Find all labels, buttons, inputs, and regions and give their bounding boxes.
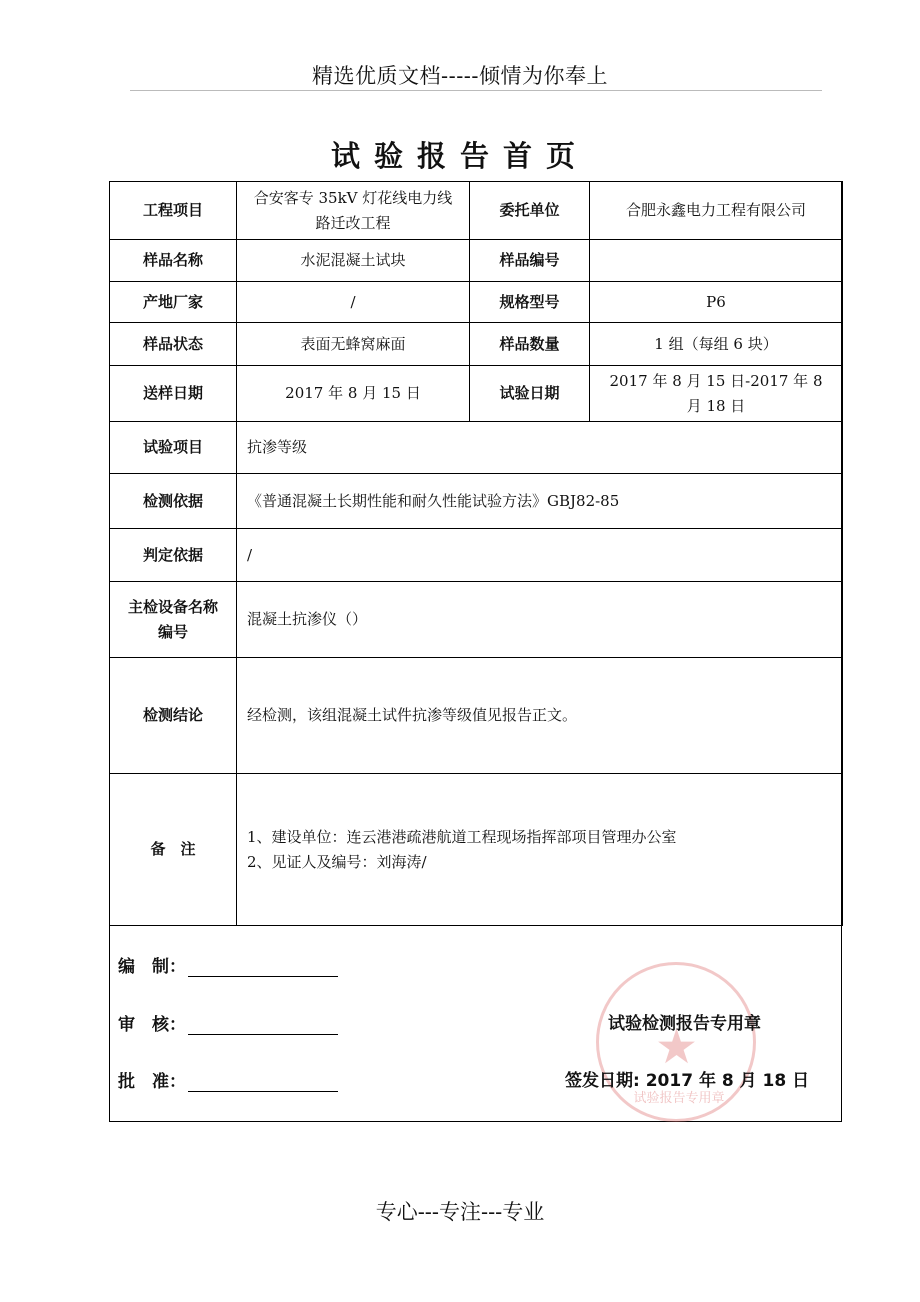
remark-line-1: 1、建设单位：连云港港疏港航道工程现场指挥部项目管理办公室 [247, 827, 677, 846]
value-project: 合安客专 35kV 灯花线电力线路迁改工程 [237, 182, 470, 240]
label-basis: 检测依据 [110, 474, 237, 529]
signature-compile-line [188, 958, 338, 977]
value-sample-name: 水泥混凝土试块 [237, 240, 470, 282]
signature-approve-label: 批 准： [118, 1072, 186, 1092]
value-judgement: / [237, 529, 843, 582]
official-seal [596, 962, 756, 1122]
label-client: 委托单位 [470, 182, 590, 240]
remark-line-2: 2、见证人及编号：刘海涛/ [247, 852, 427, 871]
value-client: 合肥永鑫电力工程有限公司 [590, 182, 843, 240]
signature-compile [118, 952, 338, 977]
value-basis: 《普通混凝土长期性能和耐久性能试验方法》GBJ82-85 [237, 474, 843, 529]
seal-star-icon: ★ [655, 1019, 699, 1075]
label-equipment: 主检设备名称编号 [110, 582, 237, 658]
label-conclusion: 检测结论 [110, 658, 237, 774]
label-origin: 产地厂家 [110, 282, 237, 323]
label-quantity: 样品数量 [470, 323, 590, 366]
label-state: 样品状态 [110, 323, 237, 366]
value-delivery-date: 2017 年 8 月 15 日 [237, 366, 470, 422]
label-test-item: 试验项目 [110, 422, 237, 474]
label-judgement: 判定依据 [110, 529, 237, 582]
signature-approve-line [188, 1073, 338, 1092]
value-test-date: 2017 年 8 月 15 日-2017 年 8 月 18 日 [590, 366, 843, 422]
value-origin: / [237, 282, 470, 323]
label-sample-name: 样品名称 [110, 240, 237, 282]
issue-date: 签发日期: 2017 年 8 月 18 日 [565, 1071, 810, 1091]
signature-review [118, 1010, 338, 1035]
label-test-date: 试验日期 [470, 366, 590, 422]
signature-approve [118, 1067, 338, 1092]
value-state: 表面无蜂窝麻面 [237, 323, 470, 366]
value-test-item: 抗渗等级 [237, 422, 843, 474]
page-frame [109, 181, 842, 1122]
signature-review-label: 审 核： [118, 1015, 186, 1035]
value-conclusion: 经检测，该组混凝土试件抗渗等级值见报告正文。 [237, 658, 843, 774]
label-project: 工程项目 [110, 182, 237, 240]
value-quantity: 1 组（每组 6 块） [590, 323, 843, 366]
header-rule [130, 90, 822, 91]
label-remarks: 备 注 [110, 774, 237, 926]
label-sample-no: 样品编号 [470, 240, 590, 282]
label-spec: 规格型号 [470, 282, 590, 323]
page-footer: 专心---专注---专业 [375, 1200, 545, 1224]
report-title: 试验报告首页 [330, 139, 589, 173]
signature-review-line [188, 1016, 338, 1035]
signature-compile-label: 编 制： [118, 957, 186, 977]
seal-caption: 试验检测报告专用章 [608, 1014, 761, 1034]
seal-ring-text: 试验报告专用章 [633, 1091, 725, 1106]
label-delivery-date: 送样日期 [110, 366, 237, 422]
value-spec: P6 [590, 282, 843, 323]
page-header: 精选优质文档-----倾情为你奉上 [312, 64, 608, 88]
value-equipment: 混凝土抗渗仪（） [237, 582, 843, 658]
